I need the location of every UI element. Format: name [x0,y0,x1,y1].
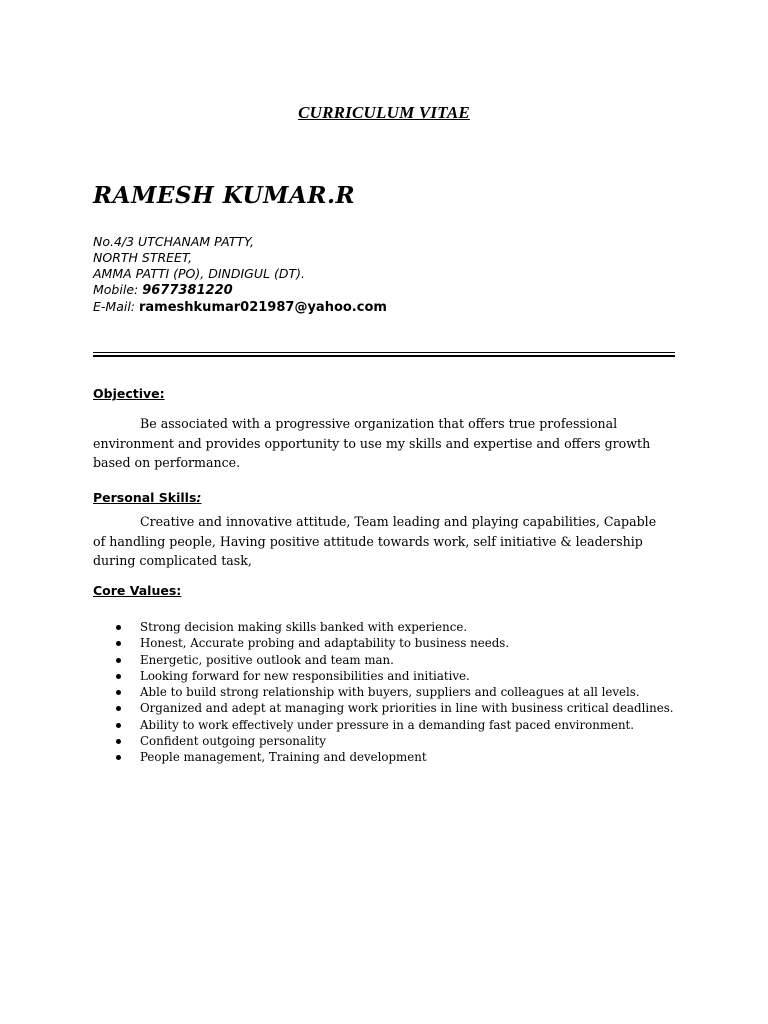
bullet-icon [116,674,121,679]
personal-skills-paragraph [93,512,683,571]
objective-paragraph [93,414,683,473]
personal-skills-heading [93,490,201,505]
mobile-line [93,282,387,299]
bullet-icon [116,690,121,695]
list-item-text: Strong decision making skills banked with experience. [140,620,468,634]
bullet-icon [116,625,121,630]
personal-skills-heading-text: Personal Skills [93,490,197,505]
list-item-text: Organized and adept at managing work priorities in line with business critical deadlines. [140,701,674,716]
bullet-icon [116,723,121,728]
core-values-heading: Core Values: [93,583,182,598]
core-values-list [93,619,693,766]
address-line-1: No.4/3 UTCHANAM PATTY, [93,234,255,249]
personal-skills-line-1: Creative and innovative attitude, Team leading and playing capabilities, Capable [140,514,657,529]
contact-block [93,234,387,316]
email-label: E-Mail: [93,299,136,314]
objective-line-1: Be associated with a progressive organization that offers true professional [140,416,618,431]
list-item-text: Honest, Accurate probing and adaptability to business needs. [140,636,510,651]
list-item-text: Energetic, positive outlook and team man. [140,652,394,667]
email-line [93,299,387,316]
list-item [93,652,693,668]
personal-skills-heading-colon: : [196,490,202,505]
list-item [93,684,693,700]
divider-line-thick [93,355,675,357]
address-line-3: AMMA PATTI (PO), DINDIGUL (DT). [93,266,305,281]
list-item [93,635,693,651]
document-title: CURRICULUM VITAE [298,103,470,122]
bullet-icon [116,658,121,663]
divider-line [93,352,675,353]
address-line-2: NORTH STREET, [93,250,193,265]
objective-line-3: based on performance. [93,455,241,470]
bullet-icon [116,755,121,760]
mobile-number: 9677381220 [142,283,233,298]
list-item-text: Looking forward for new responsibilities and initiative. [140,668,470,683]
personal-skills-line-3: during complicated task, [93,553,252,568]
list-item-text: Able to build strong relationship with buyers, suppliers and colleagues at all levels. [140,685,640,700]
bullet-icon [116,706,121,711]
objective-heading: Objective: [93,386,165,401]
list-item [93,668,693,684]
bullet-icon [116,641,121,646]
list-item [93,733,693,749]
list-item [93,717,693,733]
bullet-icon [116,739,121,744]
list-item [93,619,693,635]
mobile-label: Mobile: [93,282,139,297]
list-item-text: People management, Training and development [140,750,427,765]
list-item-text: Confident outgoing personality [140,734,326,749]
personal-skills-line-2: of handling people, Having positive attitude towards work, self initiative & leadership [93,533,643,549]
candidate-name: RAMESH KUMAR.R [93,182,356,209]
objective-line-2: environment and provides opportunity to use my skills and expertise and offers growth [93,435,651,451]
email-address: rameshkumar021987@yahoo.com [139,300,387,315]
list-item [93,700,693,716]
list-item [93,749,693,765]
list-item-text: Ability to work effectively under pressure in a demanding fast paced environment. [140,717,635,732]
